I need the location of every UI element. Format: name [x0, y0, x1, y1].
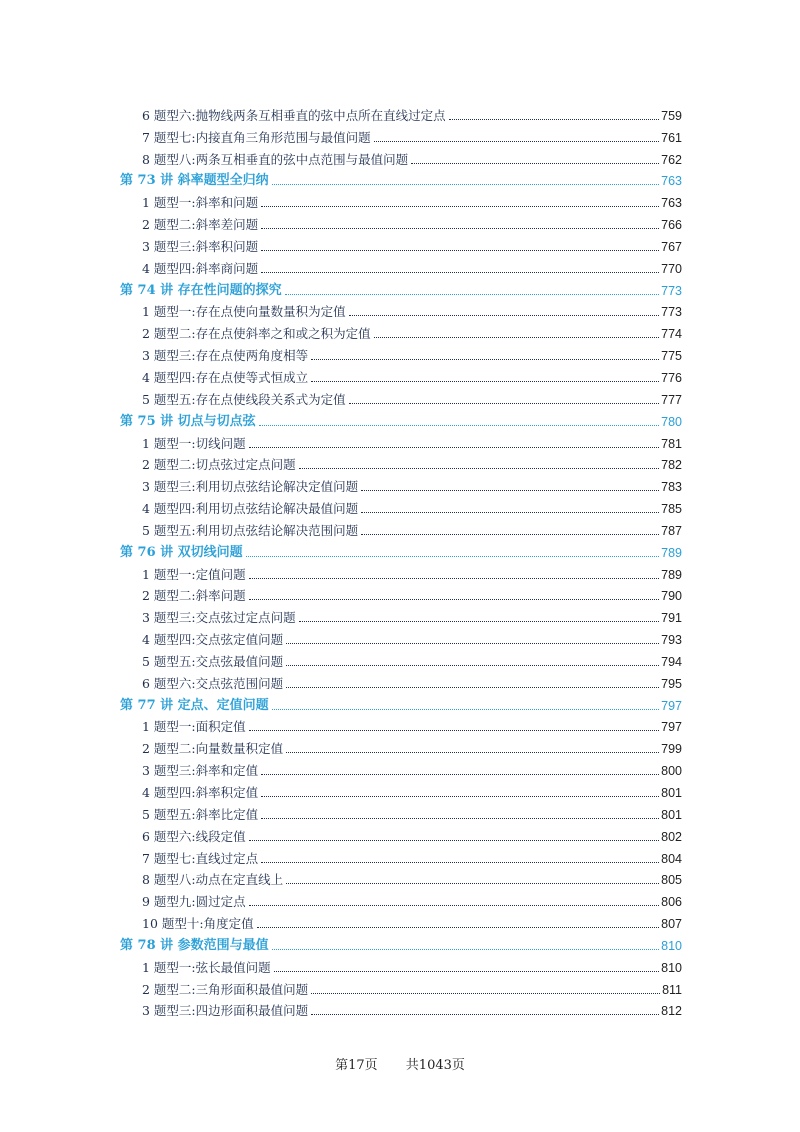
- toc-item-title: 1 题型一:存在点使向量数量积为定值: [142, 304, 346, 320]
- toc-item-entry[interactable]: [120, 495, 682, 517]
- dot-leader: [249, 840, 660, 841]
- toc-page-number: 777: [661, 392, 682, 407]
- toc-chapter-title: 第 73 讲 斜率题型全归纳: [120, 173, 269, 189]
- dot-leader: [261, 228, 659, 229]
- toc-item-entry[interactable]: [120, 430, 682, 452]
- toc-page-number: 783: [661, 480, 682, 495]
- toc-page-number: 801: [661, 807, 682, 822]
- toc-item-title: 2 题型二:斜率问题: [142, 588, 246, 604]
- toc-page-number: 799: [661, 742, 682, 757]
- toc-chapter-title: 第 74 讲 存在性问题的探究: [120, 282, 282, 298]
- toc-item-title: 3 题型三:利用切点弦结论解决定值问题: [142, 479, 359, 495]
- dot-leader: [272, 949, 659, 950]
- toc-page-number: 801: [661, 786, 682, 800]
- dot-leader: [272, 709, 659, 710]
- toc-page-number: 802: [661, 829, 682, 844]
- dot-leader: [311, 359, 659, 360]
- dot-leader: [257, 927, 660, 928]
- toc-chapter-title: 第 75 讲 切点与切点弦: [120, 413, 256, 429]
- toc-item-entry[interactable]: [120, 255, 682, 277]
- toc-item-title: 3 题型三:四边形面积最值问题: [142, 1003, 309, 1019]
- toc-page-number: 797: [661, 698, 682, 713]
- toc-chapter-entry[interactable]: [120, 168, 682, 190]
- dot-leader: [249, 447, 660, 448]
- toc-item-entry[interactable]: [120, 648, 682, 670]
- toc-chapter-title: 第 76 讲 双切线问题: [120, 544, 243, 560]
- toc-item-title: 2 题型二:切点弦过定点问题: [142, 457, 296, 473]
- toc-item-title: 3 题型三:斜率积问题: [142, 238, 259, 254]
- toc-item-title: 7 题型七:内接直角三角形范围与最值问题: [142, 129, 371, 145]
- toc-item-entry[interactable]: [120, 473, 682, 495]
- toc-item-title: 4 题型四:交点弦定值问题: [142, 632, 284, 648]
- dot-leader: [311, 381, 659, 382]
- toc-page-number: 806: [661, 895, 682, 910]
- toc-page-number: 775: [661, 349, 682, 364]
- dot-leader: [286, 687, 659, 688]
- dot-leader: [272, 184, 659, 185]
- page-footer: [0, 1054, 800, 1073]
- toc-page-number: 780: [661, 414, 682, 429]
- dot-leader: [449, 119, 660, 120]
- dot-leader: [249, 730, 660, 731]
- dot-leader: [286, 883, 659, 884]
- toc-item-title: 6 题型六:抛物线两条互相垂直的弦中点所在直线过定点: [142, 107, 446, 123]
- toc-page-number: 794: [661, 654, 682, 669]
- toc-item-title: 4 题型四:存在点使等式恒成立: [142, 369, 309, 385]
- toc-page-number: 761: [661, 130, 682, 145]
- dot-leader: [261, 206, 659, 207]
- toc-page-number: 773: [661, 283, 682, 298]
- toc-chapter-entry[interactable]: [120, 692, 682, 714]
- dot-leader: [249, 599, 660, 600]
- dot-leader: [311, 993, 660, 994]
- toc-item-title: 5 题型五:利用切点弦结论解决范围问题: [142, 522, 359, 538]
- toc-page-number: 789: [661, 545, 682, 560]
- toc-item-entry[interactable]: [120, 211, 682, 233]
- toc-item-entry[interactable]: [120, 604, 682, 626]
- toc-item-title: 9 题型九:圆过定点: [142, 894, 246, 910]
- toc-item-entry[interactable]: [120, 670, 682, 692]
- toc-page-number: 763: [661, 196, 682, 211]
- toc-item-title: 2 题型二:存在点使斜率之和或之积为定值: [142, 326, 371, 342]
- dot-leader: [311, 1014, 659, 1015]
- toc-page-number: 762: [661, 152, 682, 167]
- dot-leader: [374, 141, 660, 142]
- toc-item-entry[interactable]: [120, 910, 682, 932]
- dot-leader: [261, 796, 659, 797]
- toc-item-title: 2 题型二:向量数量积定值: [142, 741, 284, 757]
- toc-page-number: 795: [661, 676, 682, 691]
- toc-page-number: 810: [661, 938, 682, 953]
- dot-leader: [261, 774, 659, 775]
- toc-item-title: 10 题型十:角度定值: [142, 916, 254, 932]
- toc-page-number: 782: [661, 458, 682, 473]
- toc-item-title: 4 题型四:斜率商问题: [142, 260, 259, 276]
- toc-page-number: 787: [661, 523, 682, 538]
- toc-page-number: 793: [661, 633, 682, 648]
- toc-item-title: 8 题型八:动点在定直线上: [142, 872, 284, 888]
- toc-item-title: 1 题型一:切线问题: [142, 435, 246, 451]
- dot-leader: [261, 272, 659, 273]
- toc-chapter-title: 第 77 讲 定点、定值问题: [120, 697, 269, 713]
- toc-item-entry[interactable]: [120, 342, 682, 364]
- table-of-contents: [120, 102, 682, 1019]
- toc-page-number: 766: [661, 218, 682, 233]
- toc-item-entry[interactable]: [120, 714, 682, 736]
- toc-item-entry[interactable]: [120, 757, 682, 779]
- toc-item-title: 3 题型三:存在点使两角度相等: [142, 348, 309, 364]
- toc-page-number: 789: [661, 567, 682, 582]
- toc-item-entry[interactable]: [120, 386, 682, 408]
- toc-page-number: 804: [661, 851, 682, 866]
- toc-item-entry[interactable]: [120, 998, 682, 1020]
- toc-item-entry[interactable]: [120, 364, 682, 386]
- toc-item-entry[interactable]: [120, 124, 682, 146]
- dot-leader: [249, 905, 660, 906]
- toc-item-entry[interactable]: [120, 146, 682, 168]
- toc-item-entry[interactable]: [120, 954, 682, 976]
- toc-page-number: 810: [661, 960, 682, 975]
- toc-item-entry[interactable]: [120, 583, 682, 605]
- toc-item-entry[interactable]: [120, 233, 682, 255]
- toc-item-entry[interactable]: [120, 189, 682, 211]
- toc-page-number: 781: [661, 436, 682, 451]
- toc-item-entry[interactable]: [120, 801, 682, 823]
- toc-item-title: 3 题型三:交点弦过定点问题: [142, 610, 296, 626]
- toc-item-title: 1 题型一:弦长最值问题: [142, 959, 271, 975]
- toc-page-number: 812: [661, 1004, 682, 1019]
- toc-page-number: 797: [661, 720, 682, 735]
- toc-page-number: 800: [661, 764, 682, 779]
- dot-leader: [261, 818, 659, 819]
- toc-page-number: 791: [661, 611, 682, 626]
- toc-chapter-entry[interactable]: [120, 277, 682, 299]
- toc-page-number: 774: [661, 327, 682, 342]
- toc-page-number: 767: [661, 239, 682, 254]
- dot-leader: [261, 250, 659, 251]
- toc-item-entry[interactable]: [120, 779, 682, 801]
- current-page-label: 第17页: [335, 1058, 378, 1073]
- dot-leader: [411, 163, 659, 164]
- toc-item-entry[interactable]: [120, 626, 682, 648]
- dot-leader: [361, 490, 659, 491]
- toc-item-title: 4 题型四:利用切点弦结论解决最值问题: [142, 501, 359, 517]
- toc-item-title: 3 题型三:斜率和定值: [142, 763, 259, 779]
- toc-page-number: 773: [661, 305, 682, 320]
- total-pages-label: 共1043页: [405, 1058, 465, 1073]
- toc-item-title: 5 题型五:交点弦最值问题: [142, 653, 284, 669]
- toc-chapter-entry[interactable]: [120, 932, 682, 954]
- dot-leader: [261, 862, 659, 863]
- dot-leader: [299, 468, 660, 469]
- toc-item-entry[interactable]: [120, 823, 682, 845]
- toc-item-entry[interactable]: [120, 735, 682, 757]
- toc-item-title: 1 题型一:定值问题: [142, 566, 246, 582]
- toc-chapter-entry[interactable]: [120, 539, 682, 561]
- toc-item-title: 2 题型二:三角形面积最值问题: [142, 981, 309, 997]
- toc-page-number: 807: [661, 917, 682, 932]
- toc-item-title: 2 题型二:斜率差问题: [142, 217, 259, 233]
- dot-leader: [274, 971, 660, 972]
- toc-item-title: 5 题型五:斜率比定值: [142, 806, 259, 822]
- dot-leader: [349, 403, 660, 404]
- toc-item-entry[interactable]: [120, 845, 682, 867]
- toc-page-number: 759: [661, 108, 682, 123]
- toc-item-entry[interactable]: [120, 888, 682, 910]
- toc-page-number: 776: [661, 370, 682, 385]
- dot-leader: [285, 294, 659, 295]
- toc-page-number: 811: [662, 982, 682, 997]
- toc-chapter-title: 第 78 讲 参数范围与最值: [120, 937, 269, 953]
- dot-leader: [249, 578, 660, 579]
- toc-item-entry[interactable]: [120, 561, 682, 583]
- toc-item-entry[interactable]: [120, 102, 682, 124]
- toc-item-entry[interactable]: [120, 299, 682, 321]
- toc-item-title: 4 题型四:斜率积定值: [142, 785, 259, 800]
- dot-leader: [361, 534, 659, 535]
- dot-leader: [286, 643, 659, 644]
- dot-leader: [246, 556, 659, 557]
- toc-item-entry[interactable]: [120, 867, 682, 889]
- toc-page-number: 770: [661, 261, 682, 276]
- toc-item-entry[interactable]: [120, 976, 682, 998]
- toc-item-title: 1 题型一:面积定值: [142, 719, 246, 735]
- toc-page-number: 785: [661, 502, 682, 517]
- toc-item-title: 5 题型五:存在点使线段关系式为定值: [142, 391, 346, 407]
- toc-page-number: 790: [661, 589, 682, 604]
- dot-leader: [361, 512, 659, 513]
- dot-leader: [286, 752, 659, 753]
- dot-leader: [286, 665, 659, 666]
- dot-leader: [349, 315, 660, 316]
- toc-page-number: 805: [661, 873, 682, 888]
- dot-leader: [299, 621, 660, 622]
- toc-chapter-entry[interactable]: [120, 408, 682, 430]
- toc-item-entry[interactable]: [120, 320, 682, 342]
- toc-item-title: 1 题型一:斜率和问题: [142, 195, 259, 211]
- toc-item-title: 7 题型七:直线过定点: [142, 850, 259, 866]
- dot-leader: [259, 425, 659, 426]
- toc-item-entry[interactable]: [120, 517, 682, 539]
- toc-page-number: 763: [661, 174, 682, 189]
- toc-item-title: 6 题型六:交点弦范围问题: [142, 675, 284, 691]
- dot-leader: [374, 337, 660, 338]
- toc-item-title: 6 题型六:线段定值: [142, 828, 246, 844]
- toc-item-entry[interactable]: [120, 452, 682, 474]
- toc-item-title: 8 题型八:两条互相垂直的弦中点范围与最值问题: [142, 151, 409, 167]
